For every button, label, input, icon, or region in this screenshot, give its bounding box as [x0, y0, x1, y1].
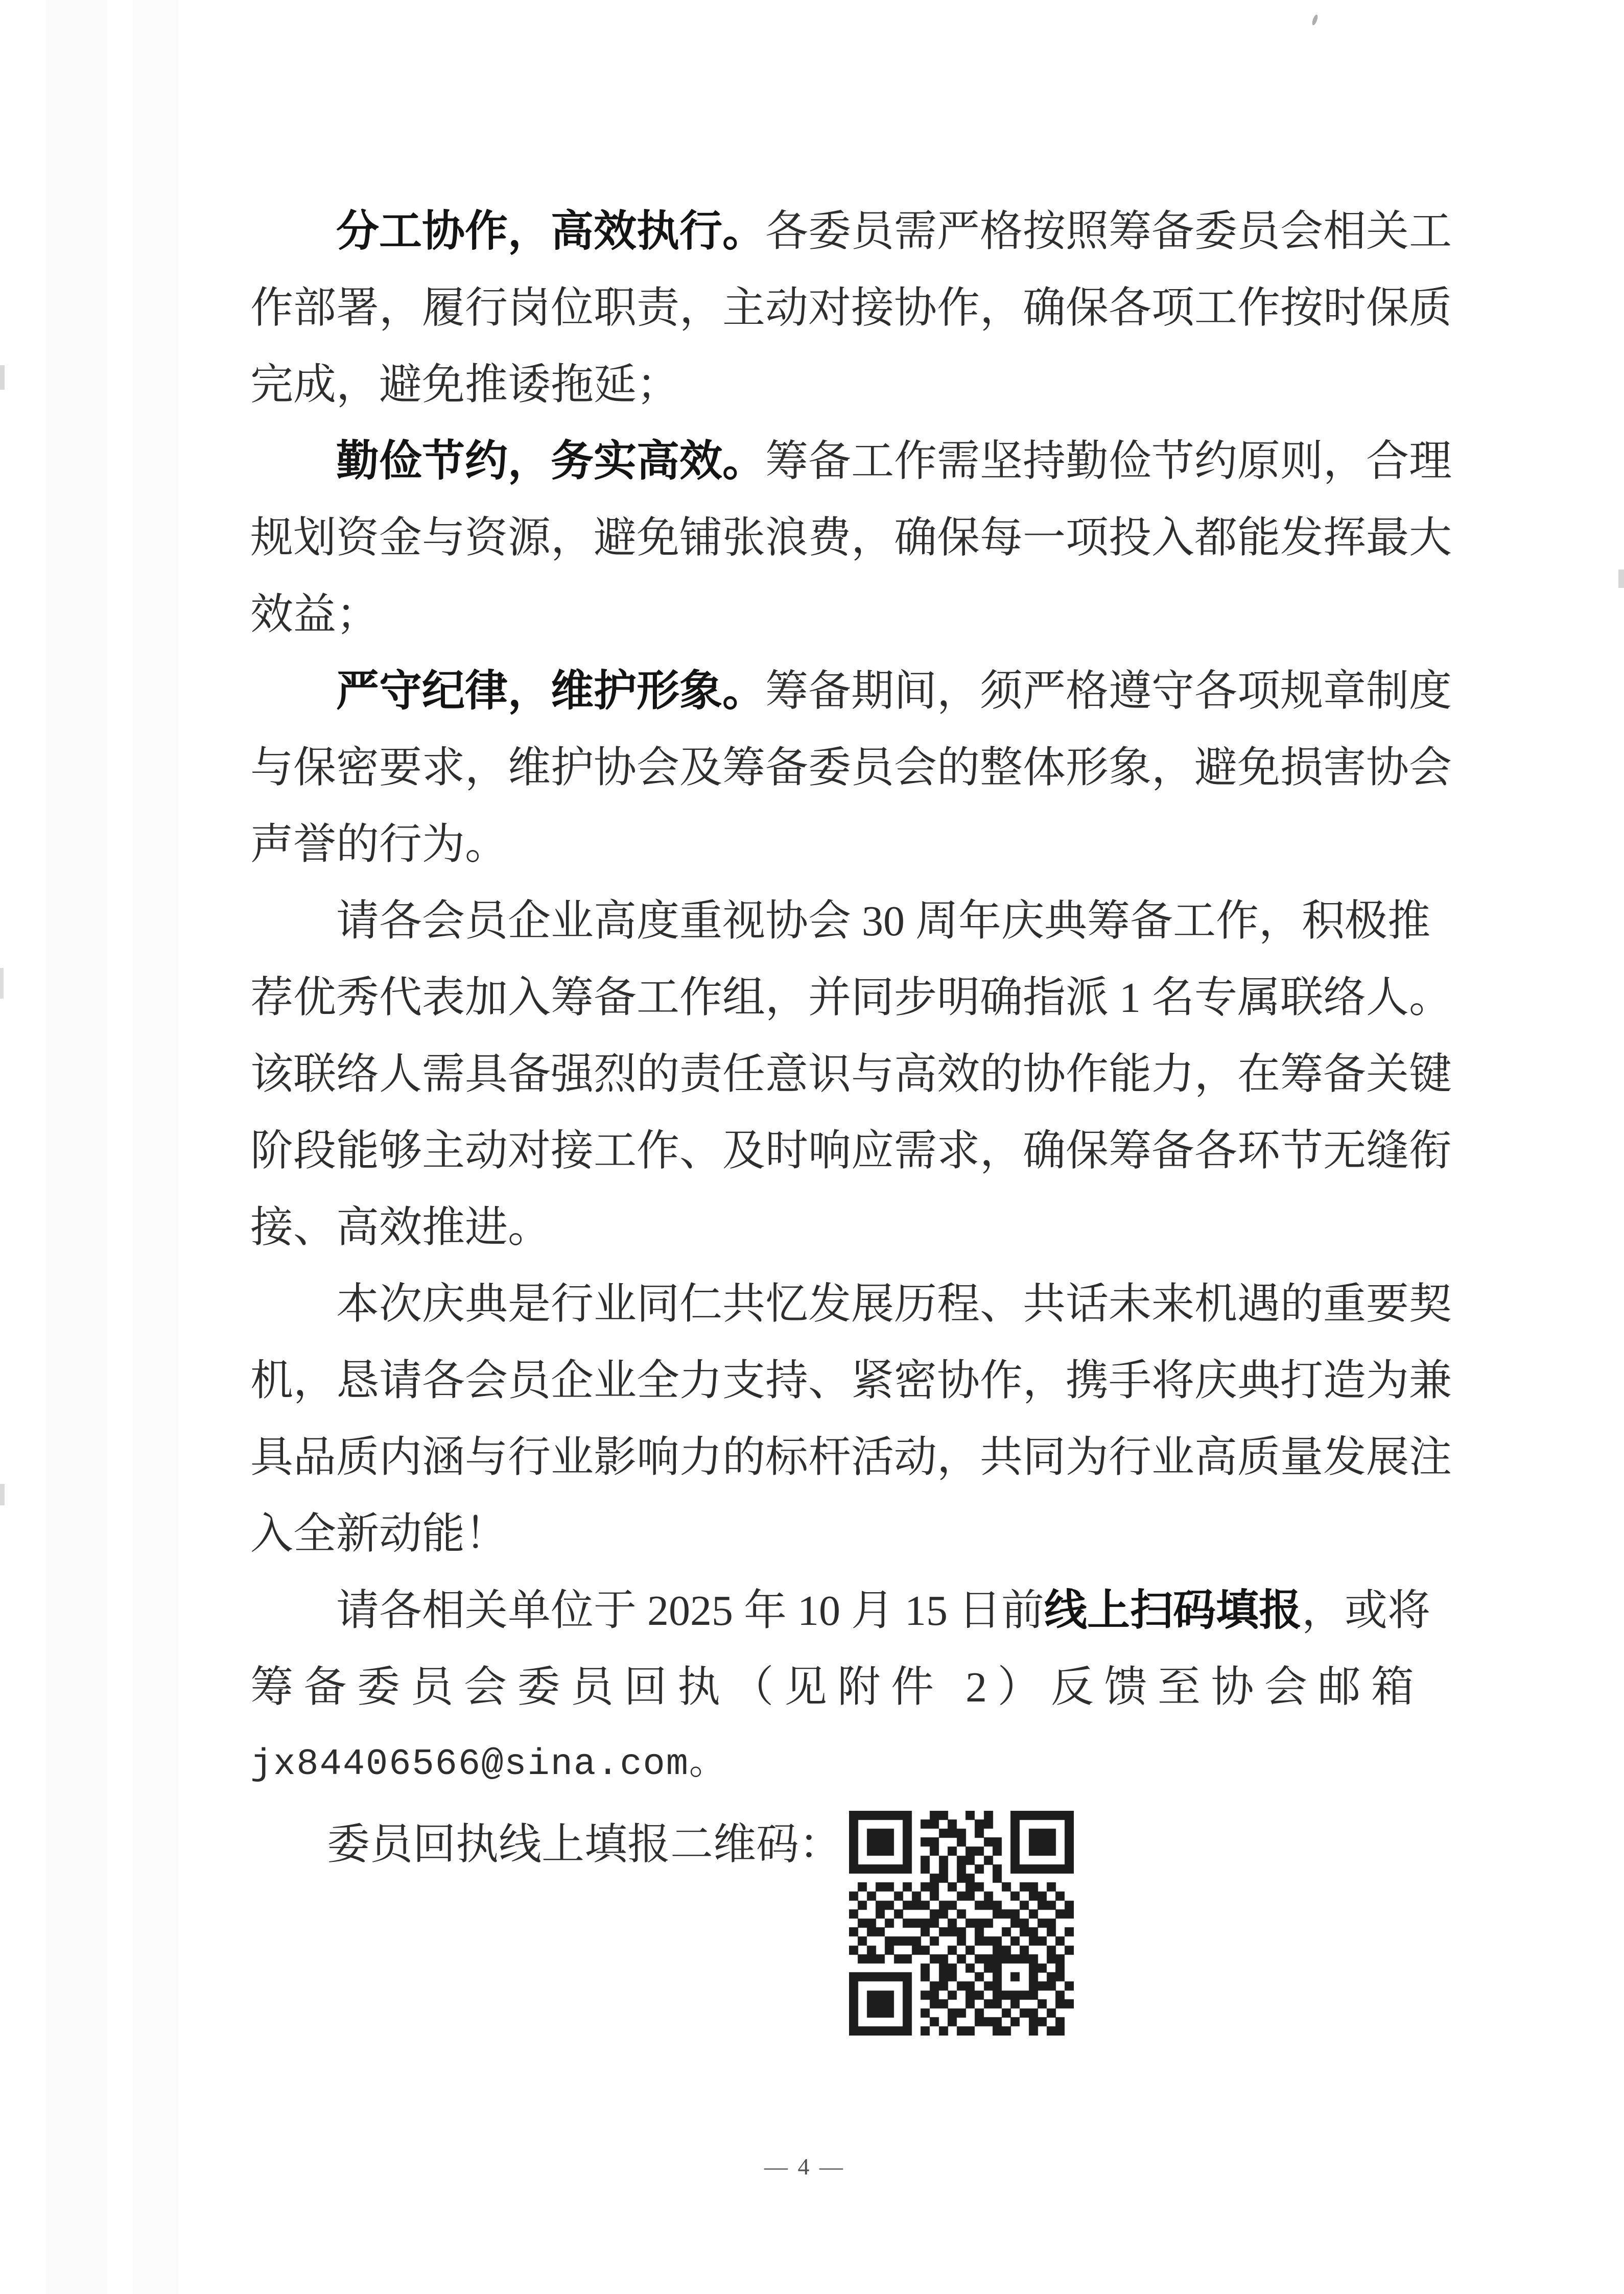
- text-segment: 入全新动能！: [250, 1510, 508, 1558]
- text-line: [250, 1266, 1452, 1343]
- text-line: [250, 730, 1452, 807]
- text-segment: 该联络人需具备强烈的责任意识与高效的协作能力，在筹备关键: [250, 1051, 1452, 1098]
- page-number: — 4 —: [764, 2154, 845, 2180]
- qr-row: [250, 1807, 1414, 2036]
- text-line: [250, 1573, 1431, 1649]
- text-segment: 筹备委员会委员回执（见附件 2）反馈至协会邮箱: [250, 1664, 1414, 1711]
- text-segment: 声誉的行为。: [250, 821, 508, 868]
- scan-artifact: [46, 0, 107, 2294]
- text-line: [250, 1036, 1452, 1113]
- text-line: [250, 1113, 1452, 1190]
- scan-artifact: [0, 365, 5, 390]
- text-segment: 规划资金与资源，避免铺张浪费，确保每一项投入都能发挥最大: [250, 514, 1452, 562]
- scan-artifact: [0, 968, 4, 999]
- text-line: [250, 883, 1431, 960]
- text-line: [250, 1343, 1452, 1420]
- text-segment: 具品质内涵与行业影响力的标杆活动，共同为行业高质量发展注: [250, 1434, 1452, 1481]
- text-line: [250, 653, 1452, 730]
- text-segment: 筹备期间，须严格遵守各项规章制度: [765, 668, 1452, 715]
- text-segment: 荐优秀代表加入筹备工作组，并同步明确指派 1 名专属联络人。: [250, 974, 1452, 1022]
- text-segment: 阶段能够主动对接工作、及时响应需求，确保筹备各环节无缝衔: [250, 1127, 1452, 1175]
- document-body: [250, 194, 1452, 1803]
- text-line: [250, 500, 1452, 577]
- text-line: [250, 423, 1452, 500]
- text-segment: 本次庆典是行业同仁共忆发展历程、共话未来机遇的重要契: [336, 1281, 1452, 1328]
- text-segment: 接、高效推进。: [250, 1204, 551, 1251]
- text-segment: jx84406566@sina.com。: [250, 1743, 727, 1785]
- text-line: [250, 960, 1452, 1036]
- text-line: [250, 347, 1414, 423]
- bold-lead-text: 严守纪律，维护形象。: [336, 668, 766, 715]
- text-line: [250, 1496, 1414, 1573]
- text-segment: 与保密要求，维护协会及筹备委员会的整体形象，避免损害协会: [250, 744, 1452, 792]
- qr-code: [849, 1811, 1074, 2036]
- text-segment: 完成，避免推诿拖延；: [250, 361, 680, 409]
- text-segment: 效益；: [250, 591, 380, 638]
- text-line: [250, 1190, 1414, 1266]
- scan-artifact: [1618, 570, 1624, 588]
- bold-lead-text: 线上扫码填报: [1044, 1587, 1302, 1635]
- text-line: [250, 807, 1414, 883]
- text-segment: 请各相关单位于 2025 年 10 月 15 日前: [336, 1587, 1045, 1635]
- text-segment: 请各会员企业高度重视协会 30 周年庆典筹备工作，积极推: [336, 897, 1431, 945]
- text-line: [250, 1649, 1414, 1726]
- text-line: [250, 270, 1452, 347]
- bold-lead-text: 分工协作，高效执行。: [336, 208, 766, 255]
- email-text-line: [250, 1726, 1414, 1803]
- text-line: [250, 577, 1414, 653]
- text-segment: 作部署，履行岗位职责，主动对接协作，确保各项工作按时保质: [250, 285, 1452, 332]
- text-segment: 机，恳请各会员企业全力支持、紧密协作，携手将庆典打造为兼: [250, 1357, 1452, 1405]
- bold-lead-text: 勤俭节约，务实高效。: [336, 438, 766, 485]
- scan-artifact: [0, 1484, 5, 1505]
- text-segment: 各委员需严格按照筹备委员会相关工: [765, 208, 1452, 255]
- text-segment: ，或将: [1302, 1587, 1431, 1635]
- qr-label: 委员回执线上填报二维码：: [327, 1821, 842, 1869]
- scan-artifact: [1311, 14, 1319, 26]
- text-line: [250, 194, 1452, 270]
- text-line: [250, 1420, 1452, 1496]
- text-segment: 筹备工作需坚持勤俭节约原则，合理: [765, 438, 1452, 485]
- scan-artifact: [133, 0, 179, 2294]
